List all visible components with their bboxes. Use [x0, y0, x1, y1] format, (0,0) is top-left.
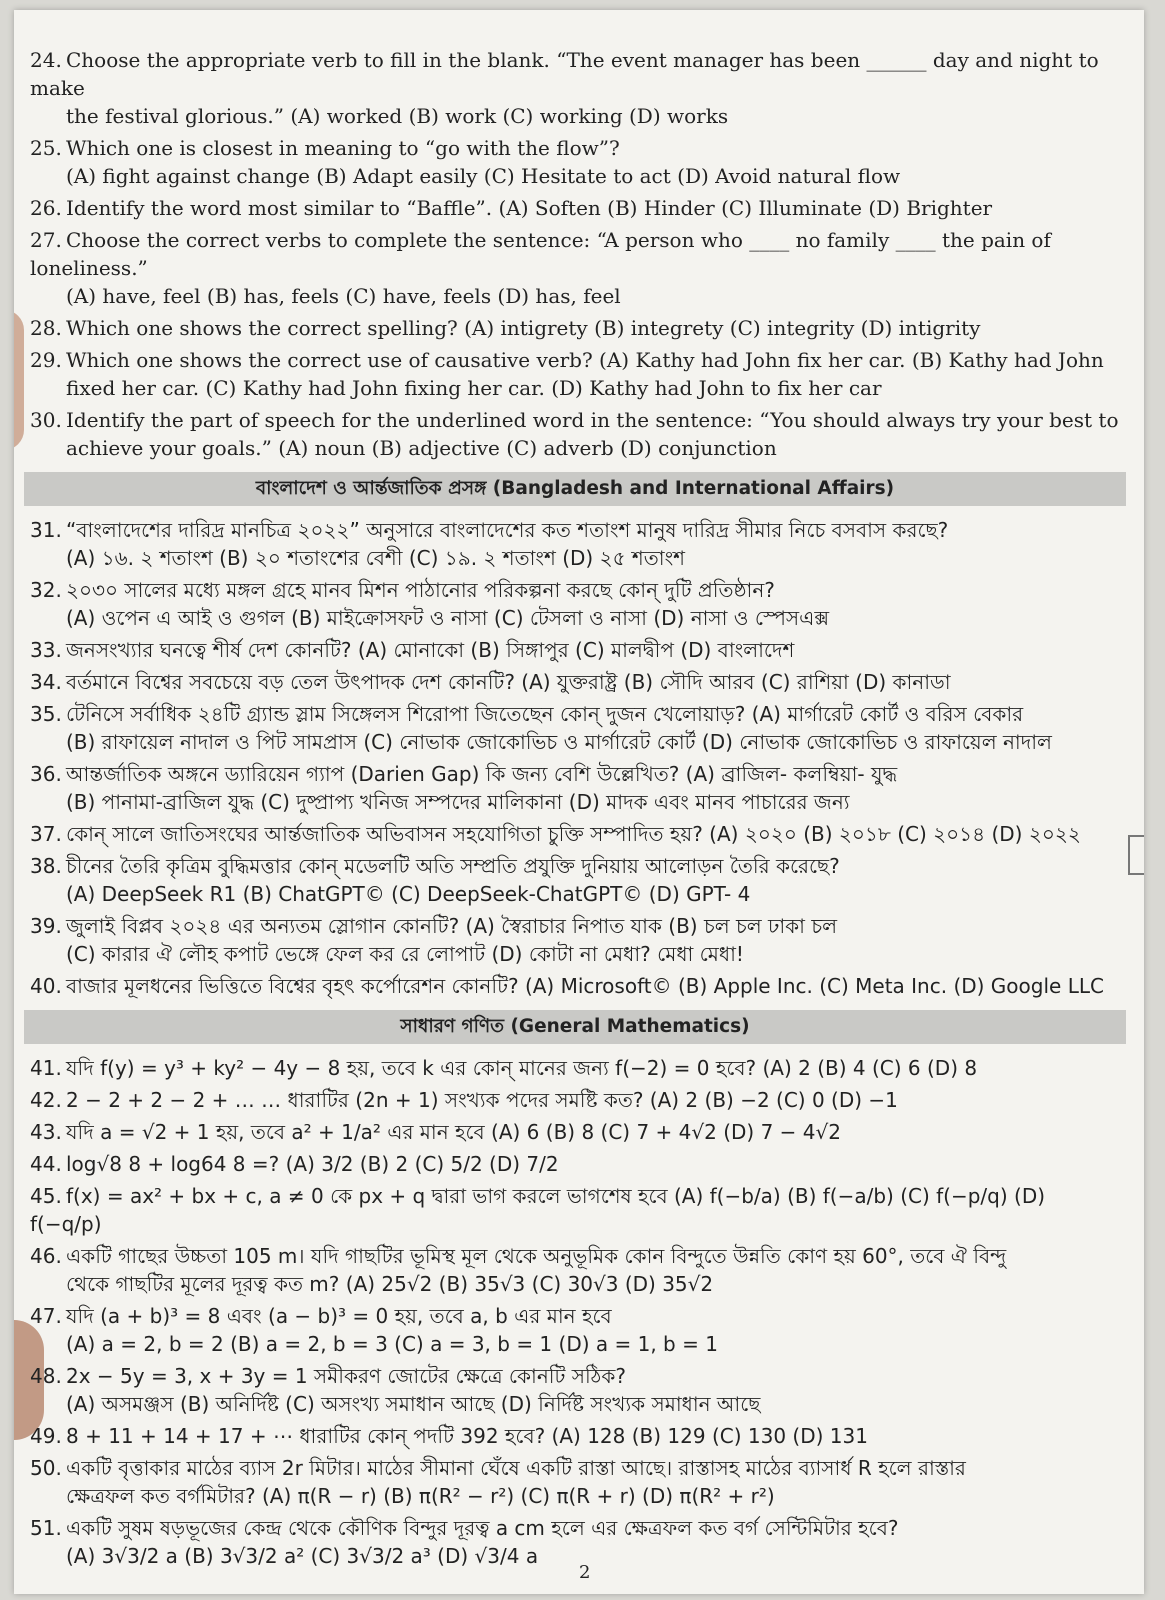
question-number: 33.: [30, 638, 62, 662]
question-number: 30.: [30, 408, 62, 432]
question-options: (A) have, feel (B) has, feels (C) have, feels (D) has, feel: [66, 284, 621, 308]
question-text: 8 + 11 + 14 + 17 + ⋯ ধারাটির কোন্ পদটি 392 হবে? (A) 128 (B) 129 (C) 130 (D) 131: [66, 1424, 868, 1448]
question-item: [30, 226, 1120, 310]
question-number: 36.: [30, 762, 62, 786]
question-text: log√8 8 + log64 8 =? (A) 3/2 (B) 2 (C) 5/2 (D) 7/2: [66, 1152, 559, 1176]
question-options: থেকে গাছটির মূলের দূরত্ব কত m? (A) 25√2 (B) 35√3 (C) 30√3 (D) 35√2: [66, 1272, 714, 1296]
question-number: 46.: [30, 1244, 62, 1268]
question-number: 34.: [30, 670, 62, 694]
question-text: টেনিসে সর্বাধিক ২৪টি গ্র্যান্ড স্লাম সিঙ্গেলস শিরোপা জিতেছেন কোন্ দুজন খেলোয়াড়? (A) মার্গারেট কোর্ট ও বরিস বেকার: [66, 702, 1024, 726]
question-text: বর্তমানে বিশ্বের সবচেয়ে বড় তেল উৎপাদক দেশ কোনটি? (A) যুক্তরাষ্ট্র (B) সৌদি আরব (C) রাশিয়া (D) কানাডা: [66, 670, 951, 694]
question-item: [30, 134, 1120, 190]
question-number: 35.: [30, 702, 62, 726]
question-text: f(x) = ax² + bx + c, a ≠ 0 কে px + q দ্বারা ভাগ করলে ভাগশেষ হবে (A) f(−b/a) (B) f(−a/b) (C) f(−p/q) (D) f(−q/p): [30, 1184, 1046, 1236]
question-item: [30, 576, 1120, 632]
question-item: [30, 852, 1120, 908]
question-number: 37.: [30, 822, 62, 846]
question-number: 41.: [30, 1056, 62, 1080]
question-content: [30, 46, 1120, 1574]
question-item: [30, 972, 1120, 1000]
question-item: [30, 1118, 1120, 1146]
exam-page: [14, 10, 1144, 1594]
question-text: আন্তর্জাতিক অঙ্গনে ড্যারিয়েন গ্যাপ (Darien Gap) কি জন্য বেশি উল্লেখিত? (A) ব্রাজিল- কলম্বিয়া- যুদ্ধ: [66, 762, 898, 786]
question-options: (A) fight against change (B) Adapt easily (C) Hesitate to act (D) Avoid natural flow: [66, 164, 901, 188]
question-text: চীনের তৈরি কৃত্রিম বুদ্ধিমত্তার কোন্ মডেলটি অতি সম্প্রতি প্রযুক্তি দুনিয়ায় আলোড়ন তৈরি করেছে?: [66, 854, 840, 878]
question-options: (A) অসমঞ্জস (B) অনির্দিষ্ট (C) অসংখ্য সমাধান আছে (D) নির্দিষ্ট সংখ্যক সমাধান আছে: [66, 1392, 761, 1416]
question-options: fixed her car. (C) Kathy had John fixing her car. (D) Kathy had John to fix her car: [66, 376, 882, 400]
question-options: (A) DeepSeek R1 (B) ChatGPT© (C) DeepSeek-ChatGPT© (D) GPT- 4: [66, 882, 751, 906]
question-text: জুলাই বিপ্লব ২০২৪ এর অন্যতম স্লোগান কোনটি? (A) স্বৈরাচার নিপাত যাক (B) চল চল ঢাকা চল: [66, 914, 838, 938]
question-text: জনসংখ্যার ঘনত্বে শীর্ষ দেশ কোনটি? (A) মোনাকো (B) সিঙ্গাপুর (C) মালদ্বীপ (D) বাংলাদেশ: [66, 638, 795, 662]
question-options: (A) 3√3/2 a (B) 3√3/2 a² (C) 3√3/2 a³ (D) √3/4 a: [66, 1544, 539, 1568]
question-options: the festival glorious.” (A) worked (B) work (C) working (D) works: [66, 104, 729, 128]
question-number: 50.: [30, 1456, 62, 1480]
question-item: [30, 46, 1120, 130]
question-number: 39.: [30, 914, 62, 938]
question-number: 49.: [30, 1424, 62, 1448]
question-item: [30, 1454, 1120, 1510]
question-item: [30, 1422, 1120, 1450]
question-number: 28.: [30, 316, 62, 340]
question-text: Identify the word most similar to “Baffle”. (A) Soften (B) Hinder (C) Illuminate (D) Brighter: [66, 196, 993, 220]
question-number: 43.: [30, 1120, 62, 1144]
question-options: (B) পানামা-ব্রাজিল যুদ্ধ (C) দুষ্প্রাপ্য খনিজ সম্পদের মালিকানা (D) মাদক এবং মানব পাচারের জন্য: [66, 790, 850, 814]
question-number: 48.: [30, 1364, 62, 1388]
question-options: (C) কারার ঐ লৌহ কপাট ভেঙ্গে ফেল কর রে লোপাট (D) কোটা না মেধা? মেধা মেধা!: [66, 942, 744, 966]
question-options: (A) a = 2, b = 2 (B) a = 2, b = 3 (C) a = 3, b = 1 (D) a = 1, b = 1: [66, 1332, 718, 1356]
question-item: [30, 700, 1120, 756]
finger-shadow: [14, 310, 24, 450]
question-number: 40.: [30, 974, 62, 998]
question-text: একটি বৃত্তাকার মাঠের ব্যাস 2r মিটার। মাঠের সীমানা ঘেঁষে একটি রাস্তা আছে। রাস্তাসহ মাঠের ব্যাসার্ধ R হলে রাস্তার: [66, 1456, 966, 1480]
question-options: (B) রাফায়েল নাদাল ও পিট সামপ্রাস (C) নোভাক জোকোভিচ ও মার্গারেট কোর্ট (D) নোভাক জোকোভিচ ও রাফায়েল নাদাল: [66, 730, 1052, 754]
question-text: Which one is closest in meaning to “go with the flow”?: [66, 136, 620, 160]
question-text: Which one shows the correct spelling? (A) intigrety (B) integrety (C) integrity (D) intigrity: [66, 316, 981, 340]
question-number: 32.: [30, 578, 62, 602]
question-item: [30, 1514, 1120, 1570]
question-text: একটি সুষম ষড়ভূজের কেন্দ্র থেকে কৌণিক বিন্দুর দূরত্ব a cm হলে এর ক্ষেত্রফল কত বর্গ সেন্টিমিটার হবে?: [66, 1516, 899, 1540]
question-text: Which one shows the correct use of causative verb? (A) Kathy had John fix her car. (B) Kathy had John: [66, 348, 1104, 372]
question-text: Choose the correct verbs to complete the sentence: “A person who ____ no family ____ the pain of loneliness.”: [30, 228, 1051, 280]
question-options: (A) ১৬. ২ শতাংশ (B) ২০ শতাংশের বেশী (C) ১৯. ২ শতাংশ (D) ২৫ শতাংশ: [66, 546, 686, 570]
question-text: “বাংলাদেশের দারিদ্র মানচিত্র ২০২২” অনুসারে বাংলাদেশের কত শতাংশ মানুষ দারিদ্র সীমার নিচে বসবাস করছে?: [66, 518, 949, 542]
question-number: 31.: [30, 518, 62, 542]
question-text: যদি a = √2 + 1 হয়, তবে a² + 1/a² এর মান হবে (A) 6 (B) 8 (C) 7 + 4√2 (D) 7 − 4√2: [66, 1120, 841, 1144]
question-item: [30, 1182, 1120, 1238]
question-item: [30, 820, 1120, 848]
question-text: একটি গাছের উচ্চতা 105 m। যদি গাছটির ভূমিস্থ মূল থেকে অনুভূমিক কোন বিন্দুতে উন্নতি কোণ হয় 60°, তবে ঐ বিন্দু: [66, 1244, 1007, 1268]
question-item: [30, 668, 1120, 696]
question-number: 27.: [30, 228, 62, 252]
question-text: কোন্ সালে জাতিসংঘের আর্ন্তজাতিক অভিবাসন সহযোগিতা চুক্তি সম্পাদিত হয়? (A) ২০২০ (B) ২০১৮ (C) ২০১৪ (D) ২০২২: [66, 822, 1081, 846]
question-text: ২০৩০ সালের মধ্যে মঙ্গল গ্রহে মানব মিশন পাঠানোর পরিকল্পনা করছে কোন্ দুটি প্রতিষ্ঠান?: [66, 578, 775, 602]
question-number: 51.: [30, 1516, 62, 1540]
question-text: 2x − 5y = 3, x + 3y = 1 সমীকরণ জোটের ক্ষেত্রে কোনটি সঠিক?: [66, 1364, 626, 1388]
question-text: যদি f(y) = y³ + ky² − 4y − 8 হয়, তবে k এর কোন্ মানের জন্য f(−2) = 0 হবে? (A) 2 (B) 4 (C) 6 (D) 8: [66, 1056, 978, 1080]
question-options: (A) ওপেন এ আই ও গুগল (B) মাইক্রোসফট ও নাসা (C) টেসলা ও নাসা (D) নাসা ও স্পেসএক্স: [66, 606, 830, 630]
bangladesh-section: [30, 516, 1120, 1000]
question-item: [30, 406, 1120, 462]
question-item: [30, 912, 1120, 968]
question-item: [30, 346, 1120, 402]
question-number: 29.: [30, 348, 62, 372]
question-item: [30, 760, 1120, 816]
question-text: যদি (a + b)³ = 8 এবং (a − b)³ = 0 হয়, তবে a, b এর মান হবে: [66, 1304, 612, 1328]
question-item: [30, 1302, 1120, 1358]
section-header-math: সাধারণ গণিত (General Mathematics): [24, 1010, 1126, 1044]
question-text: 2 − 2 + 2 − 2 + … … ধারাটির (2n + 1) সংখ্যক পদের সমষ্টি কত? (A) 2 (B) −2 (C) 0 (D) −1: [66, 1088, 898, 1112]
question-item: [30, 314, 1120, 342]
question-item: [30, 636, 1120, 664]
question-number: 38.: [30, 854, 62, 878]
question-number: 47.: [30, 1304, 62, 1328]
question-number: 42.: [30, 1088, 62, 1112]
question-item: [30, 1054, 1120, 1082]
question-item: [30, 1362, 1120, 1418]
page-number: 2: [579, 1562, 591, 1583]
question-item: [30, 516, 1120, 572]
math-section: [30, 1054, 1120, 1570]
english-section: [30, 46, 1120, 462]
question-options: achieve your goals.” (A) noun (B) adjective (C) adverb (D) conjunction: [66, 436, 777, 460]
question-number: 26.: [30, 196, 62, 220]
question-options: ক্ষেত্রফল কত বর্গমিটার? (A) π(R − r) (B) π(R² − r²) (C) π(R + r) (D) π(R² + r²): [66, 1484, 775, 1508]
question-number: 24.: [30, 48, 62, 72]
question-number: 44.: [30, 1152, 62, 1176]
question-item: [30, 1242, 1120, 1298]
question-number: 45.: [30, 1184, 62, 1208]
question-item: [30, 1086, 1120, 1114]
question-number: 25.: [30, 136, 62, 160]
page-edge-tab: [1128, 835, 1144, 875]
question-text: Identify the part of speech for the underlined word in the sentence: “You should always try your best to: [66, 408, 1119, 432]
question-item: [30, 1150, 1120, 1178]
question-item: [30, 194, 1120, 222]
question-text: Choose the appropriate verb to fill in the blank. “The event manager has been ______ day and night to make: [30, 48, 1099, 100]
question-text: বাজার মূলধনের ভিত্তিতে বিশ্বের বৃহৎ কর্পোরেশন কোনটি? (A) Microsoft© (B) Apple Inc. (C) Meta Inc. (D) Google LLC: [66, 974, 1104, 998]
section-header-bangladesh: বাংলাদেশ ও আর্ন্তজাতিক প্রসঙ্গ (Bangladesh and International Affairs): [24, 472, 1126, 506]
